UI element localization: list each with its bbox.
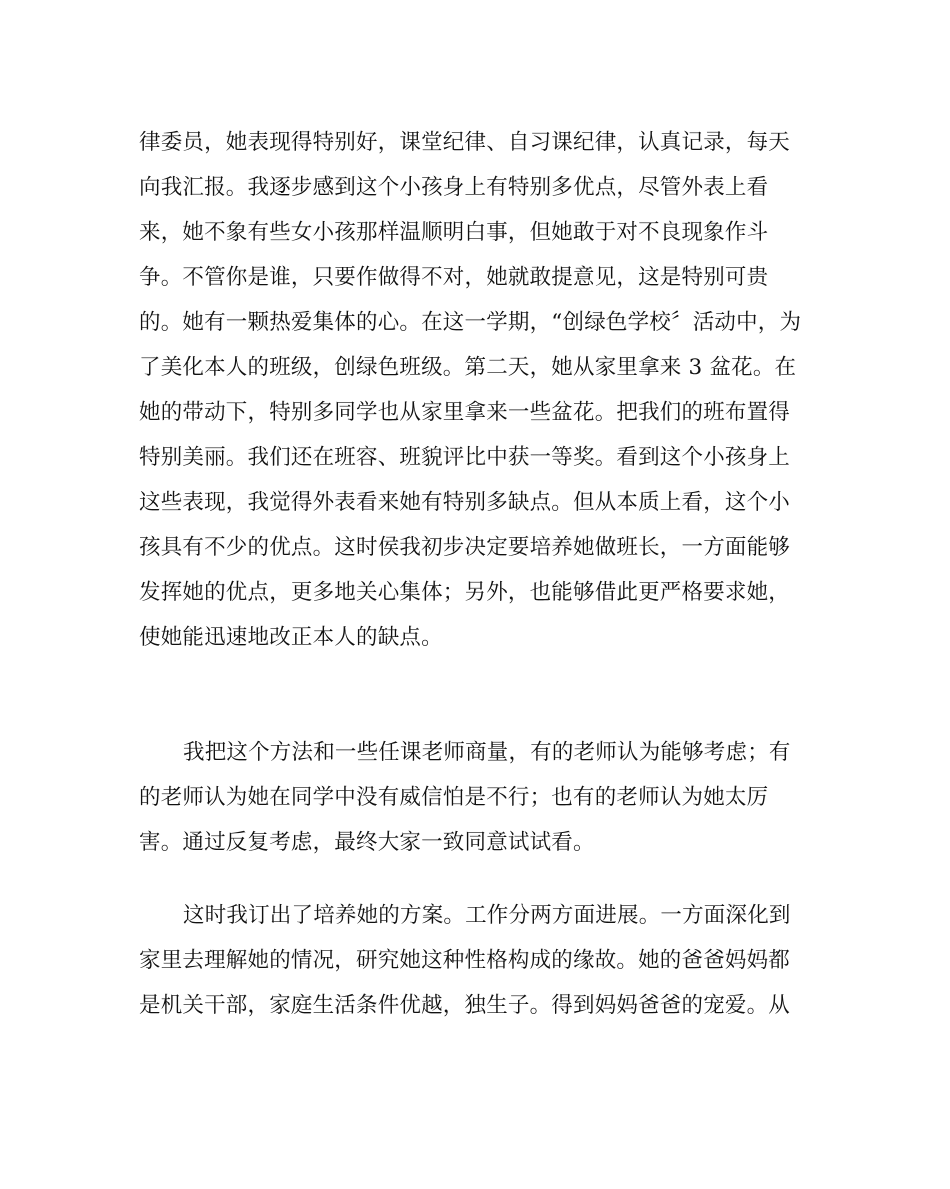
text-line: 了美化本人的班级，创绿色班级。第二天，她从家里拿来 3 盆花。在 <box>139 355 797 380</box>
text-line: 发挥她的优点，更多地关心集体；另外，也能够借此更严格要求她， <box>139 580 791 605</box>
text-line: 她的带动下，特别多同学也从家里拿来一些盆花。把我们的班布置得 <box>139 400 791 425</box>
text-line: 家里去理解她的情况，研究她这种性格构成的缘故。她的爸爸妈妈都 <box>139 948 791 973</box>
text-line: 使她能迅速地改正本人的缺点。 <box>139 625 443 650</box>
text-line: 争。不管你是谁，只要作做得不对，她就敢提意见，这是特别可贵 <box>139 265 769 290</box>
text-line: 向我汇报。我逐步感到这个小孩身上有特别多优点，尽管外表上看 <box>139 175 769 200</box>
text-line: 来，她不象有些女小孩那样温顺明白事，但她敢于对不良现象作斗 <box>139 220 769 245</box>
text-line: 的老师认为她在同学中没有威信怕是不行；也有的老师认为她太厉 <box>139 785 769 810</box>
text-line: 这些表现，我觉得外表看来她有特别多缺点。但从本质上看，这个小 <box>139 490 791 515</box>
text-line: 特别美丽。我们还在班容、班貌评比中获一等奖。看到这个小孩身上 <box>139 445 791 470</box>
text-line: 我把这个方法和一些任课老师商量，有的老师认为能够考虑；有 <box>183 740 791 765</box>
text-line: 是机关干部，家庭生活条件优越，独生子。得到妈妈爸爸的宠爱。从 <box>139 993 791 1018</box>
text-line: 的。她有一颗热爱集体的心。在这一学期，“创绿色学校〞活动中，为 <box>139 310 802 335</box>
text-line: 律委员，她表现得特别好，课堂纪律、自习课纪律，认真记录，每天 <box>139 130 791 155</box>
text-line: 害。通过反复考虑，最终大家一致同意试试看。 <box>139 830 595 855</box>
text-line: 孩具有不少的优点。这时侯我初步决定要培养她做班长，一方面能够 <box>139 535 791 560</box>
text-line: 这时我订出了培养她的方案。工作分两方面进展。一方面深化到 <box>183 903 791 928</box>
